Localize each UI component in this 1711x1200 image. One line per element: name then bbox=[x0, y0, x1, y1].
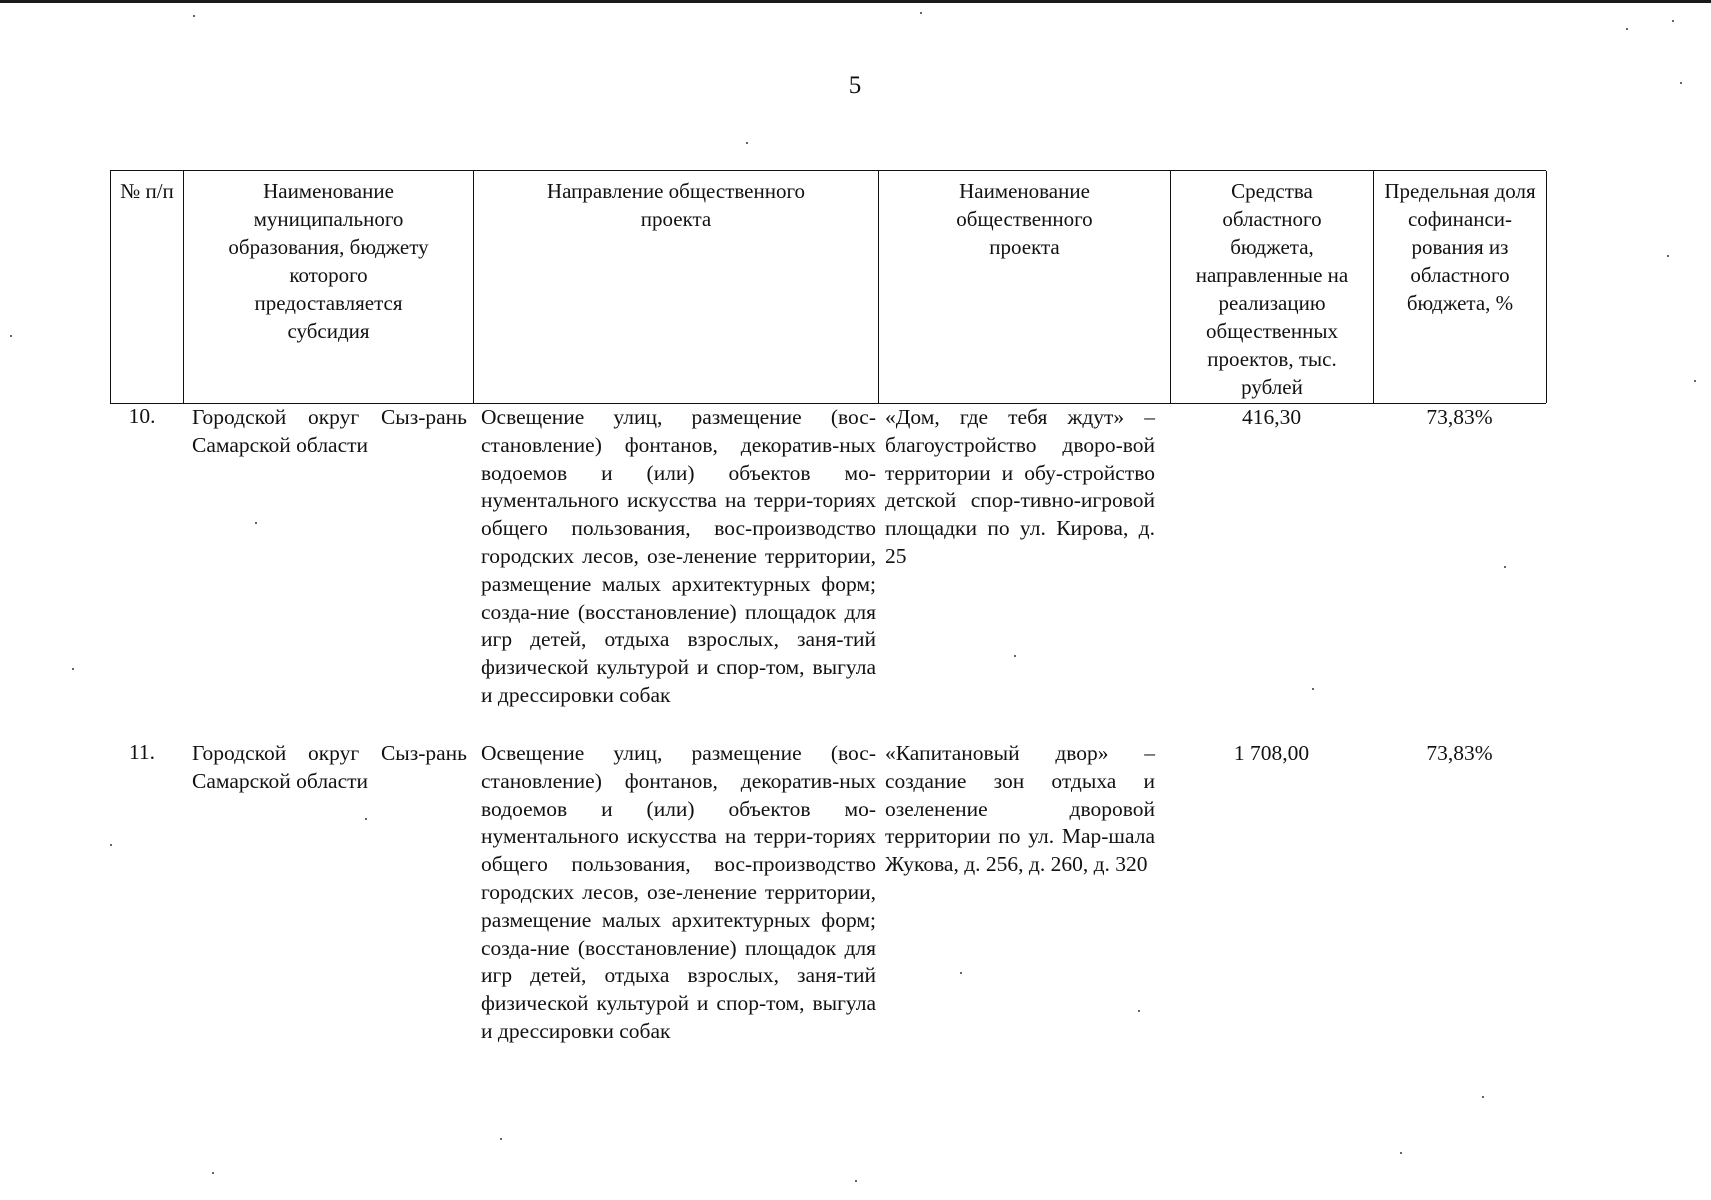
subsidy-table bbox=[110, 170, 1546, 1076]
funds-cell: 416,30 bbox=[1241, 405, 1302, 429]
project-name-cell: «Дом, где тебя ждут» – благоустройство дворо-вой территории и обу-стройство детской спор-тивно-игровой площадки по ул. Кирова, д. 25 bbox=[885, 405, 1155, 568]
header-project-name: Наименование общественного проекта bbox=[879, 171, 1171, 403]
header-number: № п/п bbox=[111, 171, 184, 403]
scan-speck bbox=[1400, 1152, 1402, 1154]
municipality-cell: Городской округ Сыз-рань Самарской области bbox=[192, 405, 467, 457]
scan-speck bbox=[855, 1180, 857, 1182]
page-number: 5 bbox=[848, 72, 862, 99]
scan-speck bbox=[1680, 82, 1682, 84]
scan-speck bbox=[1672, 20, 1674, 22]
share-cell: 73,83% bbox=[1426, 741, 1493, 765]
table-row bbox=[110, 404, 1546, 740]
scan-speck bbox=[1694, 380, 1696, 382]
scan-speck bbox=[193, 15, 195, 17]
municipality-cell: Городской округ Сыз-рань Самарской области bbox=[192, 741, 467, 793]
project-direction-cell: Освещение улиц, размещение (вос-становление) фонтанов, декоратив-ных водоемов и (или) объектов мо-нументального искусства на терри-ториях общего пользования, вос-производство городских лесов, озе-ленение территории, размещение малых архитектурных форм; созда-ние (восстановление) площадок для игр детей, отдыха взрослых, заня-тий физической культурой и спор-том, выгула и дрессировки собак bbox=[481, 405, 876, 707]
project-direction-cell: Освещение улиц, размещение (вос-становление) фонтанов, декоратив-ных водоемов и (или) объектов мо-нументального искусства на терри-ториях общего пользования, вос-производство городских лесов, озе-ленение территории, размещение малых архитектурных форм; созда-ние (восстановление) площадок для игр детей, отдыха взрослых, заня-тий физической культурой и спор-том, выгула и дрессировки собак bbox=[481, 741, 876, 1043]
scan-speck bbox=[72, 668, 74, 670]
scan-speck bbox=[10, 335, 12, 337]
header-project-direction: Направление общественного проекта bbox=[474, 171, 879, 403]
project-name-cell: «Капитановый двор» – создание зон отдыха и озеленение дворовой территории по ул. Мар-шала Жукова, д. 256, д. 260, д. 320 bbox=[885, 741, 1155, 877]
table-row bbox=[110, 740, 1546, 1076]
scan-speck bbox=[920, 12, 922, 14]
header-cofinancing-share: Предельная доля софинанси-рования из областного бюджета, % bbox=[1374, 171, 1547, 403]
scan-speck bbox=[500, 1138, 502, 1140]
funds-cell: 1 708,00 bbox=[1233, 741, 1310, 765]
header-regional-funds: Средства областного бюджета, направленные на реализацию общественных проектов, тыс. рублей bbox=[1171, 171, 1374, 403]
scan-speck bbox=[746, 142, 748, 144]
header-municipality: Наименование муниципального образования, бюджету которого предоставляется субсидия bbox=[184, 171, 474, 403]
row-number: 10. bbox=[128, 404, 156, 428]
row-number: 11. bbox=[128, 740, 156, 764]
scan-speck bbox=[1667, 255, 1669, 257]
share-cell: 73,83% bbox=[1426, 405, 1493, 429]
table-header-row bbox=[110, 170, 1546, 404]
scan-top-edge bbox=[0, 0, 1711, 3]
scan-speck bbox=[1626, 28, 1628, 30]
scan-speck bbox=[1482, 1096, 1484, 1098]
scan-speck bbox=[212, 1172, 214, 1174]
